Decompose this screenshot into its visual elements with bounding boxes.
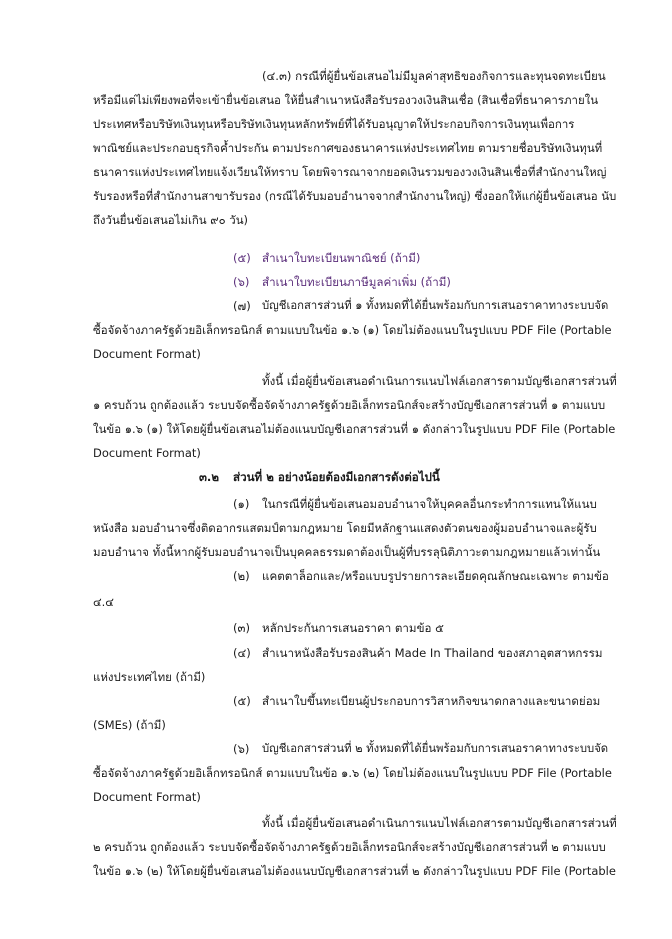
para-4-3-line-3: ประเทศหรือบริษัทเงินทุนหรือบริษัทเงินทุนหลักทรัพย์ที่ได้รับอนุญาตให้ประกอบกิจการเงินทุนเพื่อการ xyxy=(93,117,575,131)
item-6-number: (๖) xyxy=(233,275,250,289)
s2-item-5-number: (๕) xyxy=(233,694,251,708)
s2-item-3-number: (๓) xyxy=(233,621,250,635)
s2-item-2-text: แคตตาล็อกและ/หรือแบบรูปรายการละเอียดคุณลักษณะเฉพาะ ตามข้อ xyxy=(262,569,609,583)
s2-item-4-number: (๔) xyxy=(233,646,251,660)
note-part-1-line-3: ในข้อ ๑.๖ (๑) ให้โดยผู้ยื่นข้อเสนอไม่ต้องแนบบัญชีเอกสารส่วนที่ ๑ ดังกล่าวในรูปแบบ PDF File (Portable xyxy=(93,422,616,436)
para-4-3-line-1: (๔.๓) กรณีที่ผู้ยื่นข้อเสนอไม่มีมูลค่าสุทธิของกิจการและทุนจดทะเบียน xyxy=(262,69,606,83)
s2-item-3-text: หลักประกันการเสนอราคา ตามข้อ ๕ xyxy=(262,621,444,635)
s2-item-2-number: (๒) xyxy=(233,569,250,583)
s2-item-1-text: ในกรณีที่ผู้ยื่นข้อเสนอมอบอำนาจให้บุคคลอื่นกระทำการแทนให้แนบ xyxy=(262,497,597,511)
note-part-2-line-2: ๒ ครบถ้วน ถูกต้องแล้ว ระบบจัดซื้อจัดจ้างภาครัฐด้วยอิเล็กทรอนิกส์จะสร้างบัญชีเอกสารส่วนที่ ๒ ตามแบบ xyxy=(93,840,606,854)
para-4-3-line-6: รับรองหรือที่สำนักงานสาขารับรอง (กรณีได้รับมอบอำนาจจากสำนักงานใหญ่) ซึ่งออกให้แก่ผู้ยื่นข้อเสนอ นับ xyxy=(93,189,617,203)
section-3-2-heading: ส่วนที่ ๒ อย่างน้อยต้องมีเอกสารดังต่อไปนี้ xyxy=(233,470,440,484)
s2-item-1-line-3: มอบอำนาจ ทั้งนี้หากผู้รับมอบอำนาจเป็นบุคคลธรรมดาต้องเป็นผู้ที่บรรลุนิติภาวะตามกฎหมายแล้วเท่านั้น xyxy=(93,545,601,559)
note-part-1-line-2: ๑ ครบถ้วน ถูกต้องแล้ว ระบบจัดซื้อจัดจ้างภาครัฐด้วยอิเล็กทรอนิกส์จะสร้างบัญชีเอกสารส่วนที่ ๑ ตามแบบ xyxy=(93,398,606,412)
s2-item-5-text: สำเนาใบขึ้นทะเบียนผู้ประกอบการวิสาหกิจขนาดกลางและขนาดย่อม xyxy=(262,694,601,708)
s2-item-6-line-3: Document Format) xyxy=(93,790,201,804)
s2-item-6-number: (๖) xyxy=(233,742,250,756)
para-4-3-line-7: ถึงวันยื่นข้อเสนอไม่เกิน ๙๐ วัน) xyxy=(93,213,249,227)
s2-item-6-text: บัญชีเอกสารส่วนที่ ๒ ทั้งหมดที่ได้ยื่นพร้อมกับการเสนอราคาทางระบบจัด xyxy=(262,742,609,755)
s2-item-5-line-2: (SMEs) (ถ้ามี) xyxy=(93,718,166,732)
s2-item-1-line-2: หนังสือ มอบอำนาจซึ่งติดอากรแสตมป์ตามกฎหมาย โดยมีหลักฐานแสดงตัวตนของผู้มอบอำนาจและผู้รับ xyxy=(93,521,597,535)
para-4-3-line-2: หรือมีแต่ไม่เพียงพอที่จะเข้ายื่นข้อเสนอ ให้ยื่นสำเนาหนังสือรับรองวงเงินสินเชื่อ (สินเชื่อที่ธนาคารภายใน xyxy=(93,93,599,107)
s2-item-6-line-2: ซื้อจัดจ้างภาครัฐด้วยอิเล็กทรอนิกส์ ตามแบบในข้อ ๑.๖ (๒) โดยไม่ต้องแนบในรูปแบบ PDF File (Portable xyxy=(93,766,612,780)
item-7-line-2: ซื้อจัดจ้างภาครัฐด้วยอิเล็กทรอนิกส์ ตามแบบในข้อ ๑.๖ (๑) โดยไม่ต้องแนบในรูปแบบ PDF File (Portable xyxy=(93,323,612,337)
note-part-2-line-3: ในข้อ ๑.๖ (๒) ให้โดยผู้ยื่นข้อเสนอไม่ต้องแนบบัญชีเอกสารส่วนที่ ๒ ดังกล่าวในรูปแบบ PDF File (Portable xyxy=(93,864,616,878)
item-5-number: (๕) xyxy=(233,251,251,265)
item-6-text: สำเนาใบทะเบียนภาษีมูลค่าเพิ่ม (ถ้ามี) xyxy=(262,275,451,289)
item-7-number: (๗) xyxy=(233,299,251,313)
s2-item-4-line-2: แห่งประเทศไทย (ถ้ามี) xyxy=(93,670,206,684)
s2-item-4-text: สำเนาหนังสือรับรองสินค้า Made In Thailand ของสภาอุตสาหกรรม xyxy=(262,646,603,660)
note-part-2-line-1: ทั้งนี้ เมื่อผู้ยื่นข้อเสนอดำเนินการแนบไฟล์เอกสารตามบัญชีเอกสารส่วนที่ xyxy=(262,816,617,830)
section-3-2-number: ๓.๒ xyxy=(199,470,219,484)
note-part-1-line-4: Document Format) xyxy=(93,446,201,460)
para-4-3-line-5: ธนาคารแห่งประเทศไทยแจ้งเวียนให้ทราบ โดยพิจารณาจากยอดเงินรวมของวงเงินสินเชื่อที่สำนักงานใหญ่ xyxy=(93,165,607,179)
note-part-1-line-1: ทั้งนี้ เมื่อผู้ยื่นข้อเสนอดำเนินการแนบไฟล์เอกสารตามบัญชีเอกสารส่วนที่ xyxy=(262,374,617,388)
s2-item-1-number: (๑) xyxy=(233,497,250,511)
para-4-3-line-4: พาณิชย์และประกอบธุรกิจค้ำประกัน ตามประกาศของธนาคารแห่งประเทศไทย ตามรายชื่อบริษัทเงินทุนที่ xyxy=(93,141,603,155)
item-7-line-3: Document Format) xyxy=(93,347,201,361)
item-5-text: สำเนาใบทะเบียนพาณิชย์ (ถ้ามี) xyxy=(262,251,421,265)
item-7-text: บัญชีเอกสารส่วนที่ ๑ ทั้งหมดที่ได้ยื่นพร้อมกับการเสนอราคาทางระบบจัด xyxy=(262,299,609,312)
s2-item-2-line-2: ๔.๔ xyxy=(93,595,114,609)
